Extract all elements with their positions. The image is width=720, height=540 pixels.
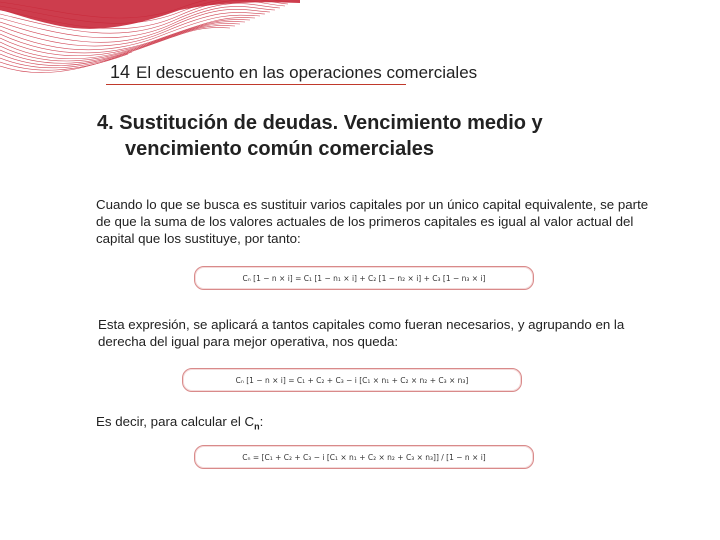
paragraph-calculate-cn xyxy=(96,413,496,436)
paragraph-intro: Cuando lo que se busca es sustituir varios capitales por un único capital equivalente, se parte de que la suma de los valores actuales de los primeros capitales es igual al valor actual del capital que los sustituye, por tanto: xyxy=(96,197,649,246)
paragraph-grouping: Esta expresión, se aplicará a tantos capitales como fueran necesarios, y agrupando en la derecha del igual para mejor operativa, nos queda: xyxy=(98,317,625,349)
chapter-title: El descuento en las operaciones comerciales xyxy=(136,63,478,82)
chapter-number: 14 xyxy=(110,62,131,82)
cn-subscript: n xyxy=(254,421,260,432)
section-title-line-2: vencimiento común comerciales xyxy=(125,138,435,160)
section-title xyxy=(97,110,657,162)
formula-equivalence xyxy=(194,266,534,290)
chapter-header xyxy=(110,62,477,83)
header-underline xyxy=(106,84,406,85)
formula-grouped xyxy=(182,368,522,392)
formula-cn-text: Cₙ = [C₁ + C₂ + C₃ − i [C₁ × n₁ + C₂ × n₂ + C₃ × n₃]] / [1 − n × i] xyxy=(242,452,486,462)
formula-equivalence-text: Cₙ [1 − n × i] = C₁ [1 − n₁ × i] + C₂ [1 − n₂ × i] + C₃ [1 − n₃ × i] xyxy=(242,273,486,283)
formula-cn xyxy=(194,445,534,469)
paragraph-calculate-cn-text: Es decir, para calcular el C xyxy=(96,414,255,429)
section-title-line-1: 4. Sustitución de deudas. Vencimiento medio y xyxy=(97,112,543,134)
paragraph-calculate-cn-colon: : xyxy=(259,414,264,429)
formula-grouped-text: Cₙ [1 − n × i] = C₁ + C₂ + C₃ − i [C₁ × n₁ + C₂ × n₂ + C₃ × n₃] xyxy=(235,375,469,385)
